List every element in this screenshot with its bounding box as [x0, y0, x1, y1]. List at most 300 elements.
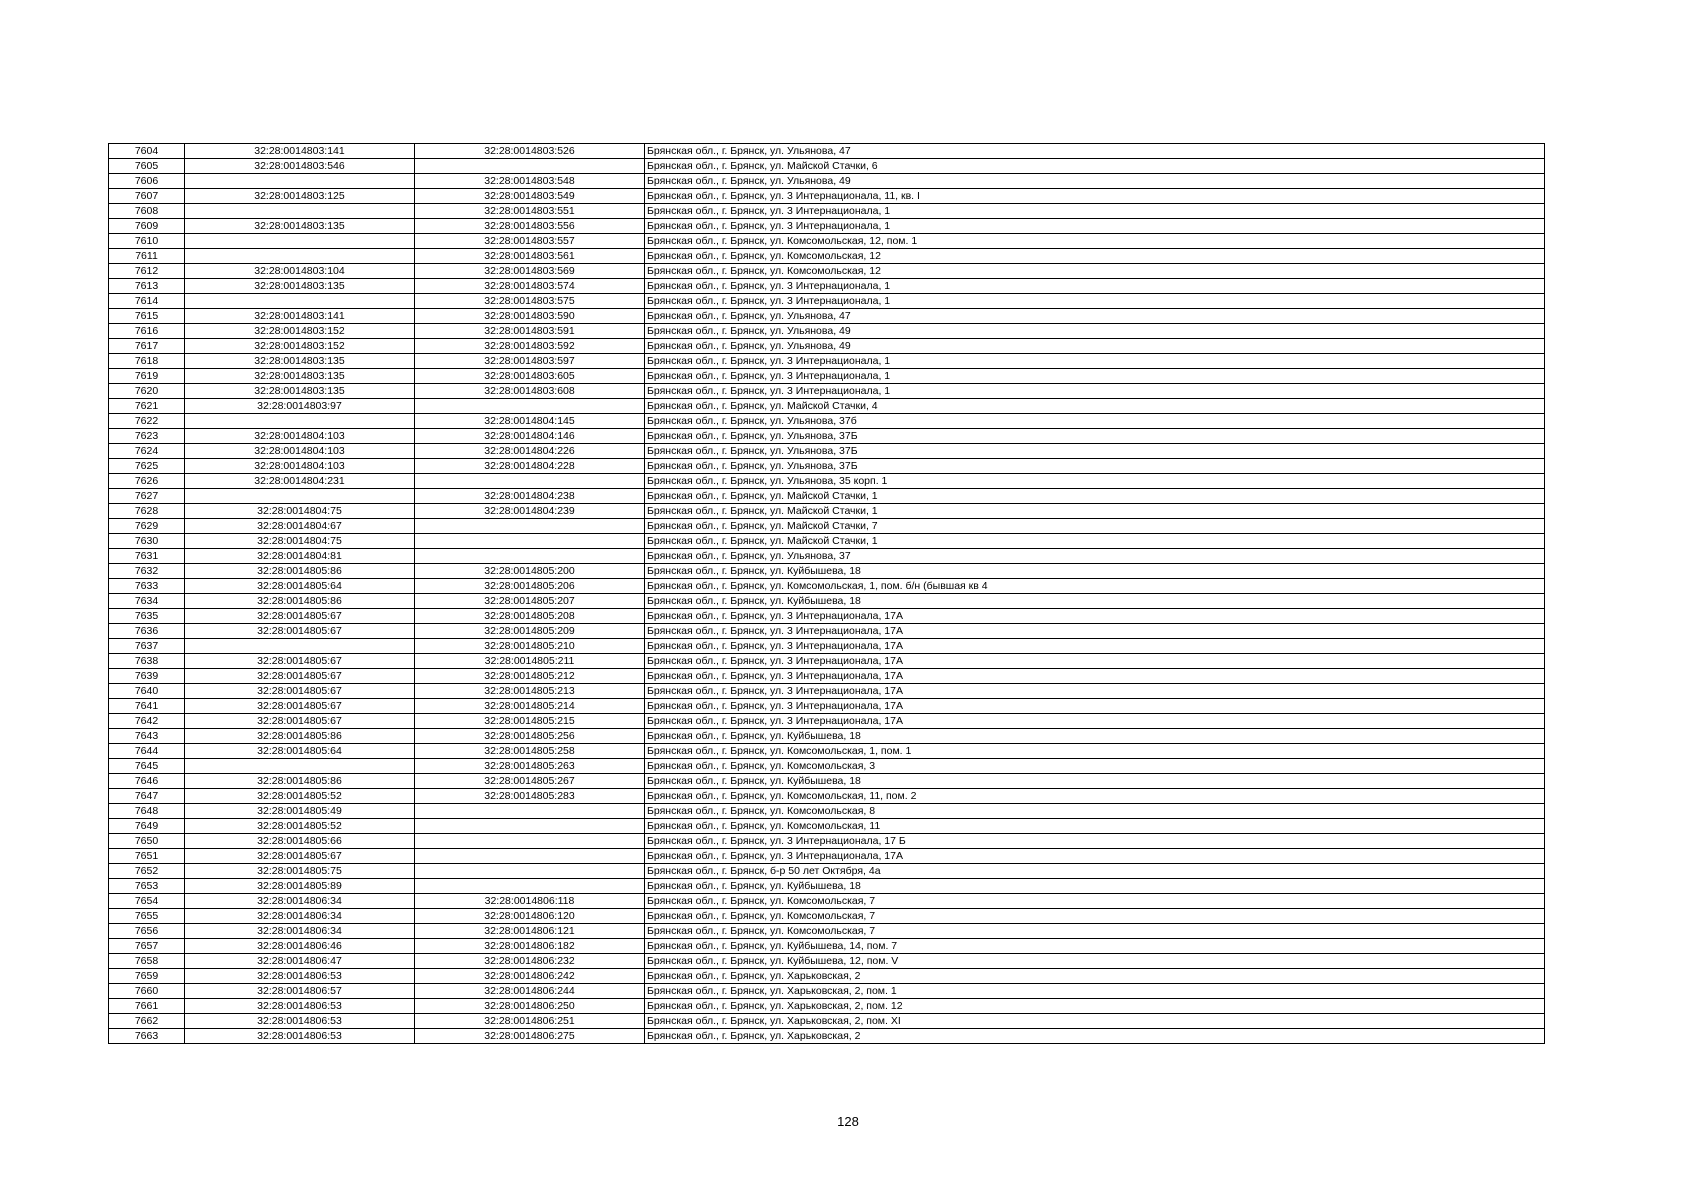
table-row: [109, 759, 1545, 774]
address-cell: Брянская обл., г. Брянск, ул. Комсомольская, 12: [645, 249, 1545, 264]
address-cell: Брянская обл., г. Брянск, ул. Комсомольская, 7: [645, 909, 1545, 924]
object-cadastral-number-cell: [415, 399, 645, 414]
cadastral-number-cell: 32:28:0014805:49: [185, 804, 415, 819]
row-number-cell: 7629: [109, 519, 185, 534]
row-number-cell: 7657: [109, 939, 185, 954]
table-row: [109, 339, 1545, 354]
cadastral-number-cell: 32:28:0014803:135: [185, 354, 415, 369]
address-cell: Брянская обл., г. Брянск, ул. Ульянова, 49: [645, 339, 1545, 354]
cadastral-number-cell: 32:28:0014803:152: [185, 324, 415, 339]
object-cadastral-number-cell: 32:28:0014805:215: [415, 714, 645, 729]
row-number-cell: 7642: [109, 714, 185, 729]
address-cell: Брянская обл., г. Брянск, ул. Куйбышева, 14, пом. 7: [645, 939, 1545, 954]
object-cadastral-number-cell: [415, 819, 645, 834]
cadastral-number-cell: 32:28:0014805:67: [185, 849, 415, 864]
cadastral-number-cell: 32:28:0014804:67: [185, 519, 415, 534]
cadastral-number-cell: 32:28:0014805:67: [185, 714, 415, 729]
object-cadastral-number-cell: 32:28:0014804:226: [415, 444, 645, 459]
table-row: [109, 294, 1545, 309]
row-number-cell: 7619: [109, 369, 185, 384]
table-row: [109, 834, 1545, 849]
cadastral-number-cell: 32:28:0014805:75: [185, 864, 415, 879]
object-cadastral-number-cell: 32:28:0014804:228: [415, 459, 645, 474]
object-cadastral-number-cell: 32:28:0014806:251: [415, 1014, 645, 1029]
cadastral-number-cell: 32:28:0014803:104: [185, 264, 415, 279]
cadastral-table: [108, 143, 1545, 1044]
row-number-cell: 7606: [109, 174, 185, 189]
cadastral-number-cell: 32:28:0014804:103: [185, 444, 415, 459]
cadastral-number-cell: [185, 204, 415, 219]
table-row: [109, 894, 1545, 909]
table-row: [109, 504, 1545, 519]
cadastral-number-cell: 32:28:0014806:53: [185, 1029, 415, 1044]
cadastral-number-cell: [185, 174, 415, 189]
object-cadastral-number-cell: 32:28:0014805:207: [415, 594, 645, 609]
address-cell: Брянская обл., г. Брянск, ул. Майской Стачки, 4: [645, 399, 1545, 414]
table-row: [109, 744, 1545, 759]
row-number-cell: 7611: [109, 249, 185, 264]
object-cadastral-number-cell: [415, 834, 645, 849]
row-number-cell: 7621: [109, 399, 185, 414]
address-cell: Брянская обл., г. Брянск, ул. Харьковская, 2: [645, 1029, 1545, 1044]
object-cadastral-number-cell: 32:28:0014803:569: [415, 264, 645, 279]
object-cadastral-number-cell: [415, 519, 645, 534]
object-cadastral-number-cell: 32:28:0014805:267: [415, 774, 645, 789]
cadastral-number-cell: 32:28:0014805:66: [185, 834, 415, 849]
cadastral-number-cell: 32:28:0014806:53: [185, 969, 415, 984]
row-number-cell: 7639: [109, 669, 185, 684]
row-number-cell: 7607: [109, 189, 185, 204]
address-cell: Брянская обл., г. Брянск, ул. Куйбышева, 18: [645, 879, 1545, 894]
table-row: [109, 444, 1545, 459]
cadastral-number-cell: 32:28:0014805:64: [185, 744, 415, 759]
row-number-cell: 7636: [109, 624, 185, 639]
cadastral-number-cell: 32:28:0014806:34: [185, 924, 415, 939]
address-cell: Брянская обл., г. Брянск, ул. Ульянова, 37Б: [645, 459, 1545, 474]
table-row: [109, 549, 1545, 564]
table-row: [109, 1014, 1545, 1029]
address-cell: Брянская обл., г. Брянск, ул. 3 Интернационала, 1: [645, 204, 1545, 219]
object-cadastral-number-cell: 32:28:0014803:557: [415, 234, 645, 249]
row-number-cell: 7627: [109, 489, 185, 504]
object-cadastral-number-cell: 32:28:0014805:211: [415, 654, 645, 669]
object-cadastral-number-cell: 32:28:0014805:214: [415, 699, 645, 714]
address-cell: Брянская обл., г. Брянск, ул. Ульянова, 37Б: [645, 444, 1545, 459]
row-number-cell: 7641: [109, 699, 185, 714]
row-number-cell: 7614: [109, 294, 185, 309]
table-row: [109, 969, 1545, 984]
cadastral-number-cell: 32:28:0014803:135: [185, 279, 415, 294]
cadastral-number-cell: 32:28:0014806:53: [185, 1014, 415, 1029]
cadastral-number-cell: 32:28:0014806:46: [185, 939, 415, 954]
table-row: [109, 714, 1545, 729]
cadastral-number-cell: [185, 294, 415, 309]
cadastral-number-cell: 32:28:0014803:135: [185, 219, 415, 234]
table-row: [109, 924, 1545, 939]
table-row: [109, 864, 1545, 879]
row-number-cell: 7612: [109, 264, 185, 279]
cadastral-number-cell: 32:28:0014804:81: [185, 549, 415, 564]
table-row: [109, 189, 1545, 204]
cadastral-number-cell: 32:28:0014804:103: [185, 459, 415, 474]
table-row: [109, 354, 1545, 369]
table-row: [109, 654, 1545, 669]
row-number-cell: 7615: [109, 309, 185, 324]
address-cell: Брянская обл., г. Брянск, ул. 3 Интернационала, 1: [645, 384, 1545, 399]
cadastral-number-cell: 32:28:0014803:141: [185, 144, 415, 159]
table-row: [109, 279, 1545, 294]
object-cadastral-number-cell: 32:28:0014804:145: [415, 414, 645, 429]
address-cell: Брянская обл., г. Брянск, ул. Ульянова, 49: [645, 324, 1545, 339]
table-row: [109, 174, 1545, 189]
cadastral-number-cell: 32:28:0014803:97: [185, 399, 415, 414]
table-row: [109, 249, 1545, 264]
cadastral-number-cell: 32:28:0014805:89: [185, 879, 415, 894]
object-cadastral-number-cell: 32:28:0014803:591: [415, 324, 645, 339]
cadastral-number-cell: 32:28:0014806:47: [185, 954, 415, 969]
row-number-cell: 7650: [109, 834, 185, 849]
table-row: [109, 324, 1545, 339]
address-cell: Брянская обл., г. Брянск, ул. 3 Интернационала, 17А: [645, 669, 1545, 684]
table-row: [109, 159, 1545, 174]
table-row: [109, 489, 1545, 504]
object-cadastral-number-cell: [415, 549, 645, 564]
table-body: [109, 144, 1545, 1044]
row-number-cell: 7652: [109, 864, 185, 879]
table-row: [109, 804, 1545, 819]
address-cell: Брянская обл., г. Брянск, ул. 3 Интернационала, 17А: [645, 684, 1545, 699]
row-number-cell: 7644: [109, 744, 185, 759]
row-number-cell: 7634: [109, 594, 185, 609]
address-cell: Брянская обл., г. Брянск, ул. 3 Интернационала, 1: [645, 279, 1545, 294]
row-number-cell: 7658: [109, 954, 185, 969]
cadastral-number-cell: 32:28:0014805:67: [185, 699, 415, 714]
object-cadastral-number-cell: 32:28:0014803:574: [415, 279, 645, 294]
address-cell: Брянская обл., г. Брянск, ул. Куйбышева, 18: [645, 594, 1545, 609]
address-cell: Брянская обл., г. Брянск, ул. Майской Стачки, 1: [645, 534, 1545, 549]
table-row: [109, 234, 1545, 249]
table-row: [109, 954, 1545, 969]
table-row: [109, 879, 1545, 894]
object-cadastral-number-cell: 32:28:0014803:608: [415, 384, 645, 399]
table-row: [109, 999, 1545, 1014]
address-cell: Брянская обл., г. Брянск, ул. 3 Интернационала, 17А: [645, 624, 1545, 639]
row-number-cell: 7661: [109, 999, 185, 1014]
object-cadastral-number-cell: 32:28:0014806:118: [415, 894, 645, 909]
address-cell: Брянская обл., г. Брянск, ул. Комсомольская, 12: [645, 264, 1545, 279]
address-cell: Брянская обл., г. Брянск, ул. Майской Стачки, 7: [645, 519, 1545, 534]
table-row: [109, 219, 1545, 234]
object-cadastral-number-cell: 32:28:0014805:210: [415, 639, 645, 654]
object-cadastral-number-cell: 32:28:0014806:121: [415, 924, 645, 939]
row-number-cell: 7645: [109, 759, 185, 774]
row-number-cell: 7647: [109, 789, 185, 804]
row-number-cell: 7624: [109, 444, 185, 459]
address-cell: Брянская обл., г. Брянск, ул. 3 Интернационала, 17А: [645, 714, 1545, 729]
table-row: [109, 609, 1545, 624]
cadastral-number-cell: 32:28:0014805:67: [185, 609, 415, 624]
row-number-cell: 7623: [109, 429, 185, 444]
cadastral-number-cell: 32:28:0014805:67: [185, 654, 415, 669]
cadastral-number-cell: 32:28:0014806:57: [185, 984, 415, 999]
row-number-cell: 7662: [109, 1014, 185, 1029]
cadastral-number-cell: 32:28:0014804:75: [185, 534, 415, 549]
row-number-cell: 7643: [109, 729, 185, 744]
table-row: [109, 399, 1545, 414]
address-cell: Брянская обл., г. Брянск, ул. Комсомольская, 7: [645, 894, 1545, 909]
table-row: [109, 384, 1545, 399]
address-cell: Брянская обл., г. Брянск, ул. 3 Интернационала, 17А: [645, 639, 1545, 654]
table-row: [109, 849, 1545, 864]
address-cell: Брянская обл., г. Брянск, ул. Ульянова, 47: [645, 144, 1545, 159]
address-cell: Брянская обл., г. Брянск, ул. Комсомольская, 7: [645, 924, 1545, 939]
object-cadastral-number-cell: 32:28:0014805:283: [415, 789, 645, 804]
object-cadastral-number-cell: 32:28:0014805:206: [415, 579, 645, 594]
cadastral-number-cell: 32:28:0014803:135: [185, 369, 415, 384]
object-cadastral-number-cell: 32:28:0014803:575: [415, 294, 645, 309]
row-number-cell: 7655: [109, 909, 185, 924]
table-row: [109, 939, 1545, 954]
cadastral-number-cell: 32:28:0014805:67: [185, 669, 415, 684]
address-cell: Брянская обл., г. Брянск, б-р 50 лет Октября, 4а: [645, 864, 1545, 879]
object-cadastral-number-cell: 32:28:0014805:212: [415, 669, 645, 684]
table-row: [109, 309, 1545, 324]
address-cell: Брянская обл., г. Брянск, ул. Ульянова, 49: [645, 174, 1545, 189]
table-row: [109, 774, 1545, 789]
object-cadastral-number-cell: 32:28:0014806:250: [415, 999, 645, 1014]
cadastral-number-cell: 32:28:0014804:75: [185, 504, 415, 519]
table-row: [109, 984, 1545, 999]
address-cell: Брянская обл., г. Брянск, ул. 3 Интернационала, 17А: [645, 849, 1545, 864]
cadastral-number-cell: 32:28:0014805:86: [185, 729, 415, 744]
row-number-cell: 7663: [109, 1029, 185, 1044]
address-cell: Брянская обл., г. Брянск, ул. 3 Интернационала, 17А: [645, 609, 1545, 624]
table-row: [109, 594, 1545, 609]
cadastral-number-cell: 32:28:0014806:34: [185, 909, 415, 924]
cadastral-number-cell: 32:28:0014803:125: [185, 189, 415, 204]
row-number-cell: 7632: [109, 564, 185, 579]
cadastral-number-cell: 32:28:0014803:546: [185, 159, 415, 174]
cadastral-number-cell: 32:28:0014805:52: [185, 789, 415, 804]
address-cell: Брянская обл., г. Брянск, ул. Комсомольская, 3: [645, 759, 1545, 774]
address-cell: Брянская обл., г. Брянск, ул. Майской Стачки, 6: [645, 159, 1545, 174]
address-cell: Брянская обл., г. Брянск, ул. Харьковская, 2, пом. 1: [645, 984, 1545, 999]
object-cadastral-number-cell: [415, 474, 645, 489]
cadastral-number-cell: 32:28:0014803:152: [185, 339, 415, 354]
cadastral-number-cell: 32:28:0014804:103: [185, 429, 415, 444]
cadastral-number-cell: [185, 639, 415, 654]
row-number-cell: 7640: [109, 684, 185, 699]
object-cadastral-number-cell: 32:28:0014805:208: [415, 609, 645, 624]
row-number-cell: 7648: [109, 804, 185, 819]
address-cell: Брянская обл., г. Брянск, ул. Харьковская, 2: [645, 969, 1545, 984]
row-number-cell: 7616: [109, 324, 185, 339]
row-number-cell: 7651: [109, 849, 185, 864]
object-cadastral-number-cell: 32:28:0014803:590: [415, 309, 645, 324]
object-cadastral-number-cell: 32:28:0014806:244: [415, 984, 645, 999]
cadastral-number-cell: 32:28:0014805:67: [185, 684, 415, 699]
cadastral-number-cell: 32:28:0014805:86: [185, 564, 415, 579]
table-row: [109, 264, 1545, 279]
row-number-cell: 7608: [109, 204, 185, 219]
table-row: [109, 369, 1545, 384]
page-number: 128: [837, 1114, 859, 1129]
object-cadastral-number-cell: [415, 879, 645, 894]
table-row: [109, 669, 1545, 684]
address-cell: Брянская обл., г. Брянск, ул. Харьковская, 2, пом. XI: [645, 1014, 1545, 1029]
address-cell: Брянская обл., г. Брянск, ул. 3 Интернационала, 1: [645, 294, 1545, 309]
table-row: [109, 474, 1545, 489]
address-cell: Брянская обл., г. Брянск, ул. Ульянова, 35 корп. 1: [645, 474, 1545, 489]
row-number-cell: 7604: [109, 144, 185, 159]
row-number-cell: 7653: [109, 879, 185, 894]
table-row: [109, 144, 1545, 159]
row-number-cell: 7622: [109, 414, 185, 429]
row-number-cell: 7633: [109, 579, 185, 594]
cadastral-number-cell: 32:28:0014805:52: [185, 819, 415, 834]
address-cell: Брянская обл., г. Брянск, ул. Комсомольская, 11: [645, 819, 1545, 834]
object-cadastral-number-cell: 32:28:0014803:548: [415, 174, 645, 189]
table-row: [109, 909, 1545, 924]
row-number-cell: 7649: [109, 819, 185, 834]
row-number-cell: 7656: [109, 924, 185, 939]
address-cell: Брянская обл., г. Брянск, ул. Ульянова, 37б: [645, 414, 1545, 429]
cadastral-number-cell: 32:28:0014805:86: [185, 774, 415, 789]
object-cadastral-number-cell: 32:28:0014804:238: [415, 489, 645, 504]
table-row: [109, 729, 1545, 744]
table-row: [109, 789, 1545, 804]
address-cell: Брянская обл., г. Брянск, ул. 3 Интернационала, 1: [645, 354, 1545, 369]
object-cadastral-number-cell: 32:28:0014804:239: [415, 504, 645, 519]
cadastral-number-cell: [185, 489, 415, 504]
cadastral-number-cell: 32:28:0014803:135: [185, 384, 415, 399]
row-number-cell: 7625: [109, 459, 185, 474]
object-cadastral-number-cell: 32:28:0014803:561: [415, 249, 645, 264]
object-cadastral-number-cell: [415, 804, 645, 819]
table-row: [109, 624, 1545, 639]
cadastral-number-cell: 32:28:0014805:67: [185, 624, 415, 639]
table-row: [109, 684, 1545, 699]
row-number-cell: 7638: [109, 654, 185, 669]
table-row: [109, 204, 1545, 219]
address-cell: Брянская обл., г. Брянск, ул. Ульянова, 37: [645, 549, 1545, 564]
table-row: [109, 564, 1545, 579]
address-cell: Брянская обл., г. Брянск, ул. 3 Интернационала, 17А: [645, 654, 1545, 669]
cadastral-number-cell: 32:28:0014805:64: [185, 579, 415, 594]
cadastral-number-cell: [185, 249, 415, 264]
object-cadastral-number-cell: 32:28:0014806:232: [415, 954, 645, 969]
object-cadastral-number-cell: 32:28:0014803:605: [415, 369, 645, 384]
table-row: [109, 699, 1545, 714]
row-number-cell: 7646: [109, 774, 185, 789]
object-cadastral-number-cell: 32:28:0014803:526: [415, 144, 645, 159]
table-row: [109, 639, 1545, 654]
address-cell: Брянская обл., г. Брянск, ул. Куйбышева, 12, пом. V: [645, 954, 1545, 969]
address-cell: Брянская обл., г. Брянск, ул. 3 Интернационала, 17А: [645, 699, 1545, 714]
address-cell: Брянская обл., г. Брянск, ул. Комсомольская, 1, пом. 1: [645, 744, 1545, 759]
cadastral-number-cell: [185, 234, 415, 249]
object-cadastral-number-cell: 32:28:0014806:182: [415, 939, 645, 954]
address-cell: Брянская обл., г. Брянск, ул. Комсомольская, 11, пом. 2: [645, 789, 1545, 804]
object-cadastral-number-cell: 32:28:0014805:213: [415, 684, 645, 699]
row-number-cell: 7637: [109, 639, 185, 654]
object-cadastral-number-cell: 32:28:0014803:592: [415, 339, 645, 354]
table-row: [109, 819, 1545, 834]
object-cadastral-number-cell: 32:28:0014803:597: [415, 354, 645, 369]
object-cadastral-number-cell: [415, 849, 645, 864]
row-number-cell: 7630: [109, 534, 185, 549]
object-cadastral-number-cell: 32:28:0014806:242: [415, 969, 645, 984]
address-cell: Брянская обл., г. Брянск, ул. Куйбышева, 18: [645, 564, 1545, 579]
address-cell: Брянская обл., г. Брянск, ул. Ульянова, 47: [645, 309, 1545, 324]
object-cadastral-number-cell: 32:28:0014805:258: [415, 744, 645, 759]
address-cell: Брянская обл., г. Брянск, ул. 3 Интернационала, 17 Б: [645, 834, 1545, 849]
row-number-cell: 7605: [109, 159, 185, 174]
address-cell: Брянская обл., г. Брянск, ул. Комсомольская, 12, пом. 1: [645, 234, 1545, 249]
object-cadastral-number-cell: 32:28:0014805:263: [415, 759, 645, 774]
row-number-cell: 7626: [109, 474, 185, 489]
row-number-cell: 7618: [109, 354, 185, 369]
row-number-cell: 7610: [109, 234, 185, 249]
object-cadastral-number-cell: 32:28:0014804:146: [415, 429, 645, 444]
object-cadastral-number-cell: 32:28:0014805:209: [415, 624, 645, 639]
table-row: [109, 414, 1545, 429]
table-row: [109, 459, 1545, 474]
row-number-cell: 7631: [109, 549, 185, 564]
address-cell: Брянская обл., г. Брянск, ул. Куйбышева, 18: [645, 774, 1545, 789]
cadastral-number-cell: 32:28:0014806:53: [185, 999, 415, 1014]
row-number-cell: 7617: [109, 339, 185, 354]
address-cell: Брянская обл., г. Брянск, ул. Харьковская, 2, пом. 12: [645, 999, 1545, 1014]
object-cadastral-number-cell: 32:28:0014803:556: [415, 219, 645, 234]
address-cell: Брянская обл., г. Брянск, ул. Комсомольская, 8: [645, 804, 1545, 819]
object-cadastral-number-cell: 32:28:0014806:120: [415, 909, 645, 924]
object-cadastral-number-cell: 32:28:0014805:256: [415, 729, 645, 744]
row-number-cell: 7659: [109, 969, 185, 984]
table-row: [109, 534, 1545, 549]
address-cell: Брянская обл., г. Брянск, ул. Майской Стачки, 1: [645, 504, 1545, 519]
table-row: [109, 519, 1545, 534]
table-row: [109, 429, 1545, 444]
table-row: [109, 579, 1545, 594]
address-cell: Брянская обл., г. Брянск, ул. Комсомольская, 1, пом. б/н (бывшая кв 4: [645, 579, 1545, 594]
cadastral-number-cell: 32:28:0014805:86: [185, 594, 415, 609]
row-number-cell: 7620: [109, 384, 185, 399]
cadastral-number-cell: [185, 414, 415, 429]
address-cell: Брянская обл., г. Брянск, ул. 3 Интернационала, 1: [645, 369, 1545, 384]
object-cadastral-number-cell: 32:28:0014803:551: [415, 204, 645, 219]
cadastral-number-cell: 32:28:0014803:141: [185, 309, 415, 324]
table-row: [109, 1029, 1545, 1044]
address-cell: Брянская обл., г. Брянск, ул. Ульянова, 37Б: [645, 429, 1545, 444]
address-cell: Брянская обл., г. Брянск, ул. Куйбышева, 18: [645, 729, 1545, 744]
row-number-cell: 7660: [109, 984, 185, 999]
object-cadastral-number-cell: 32:28:0014803:549: [415, 189, 645, 204]
cadastral-number-cell: 32:28:0014804:231: [185, 474, 415, 489]
address-cell: Брянская обл., г. Брянск, ул. Майской Стачки, 1: [645, 489, 1545, 504]
row-number-cell: 7628: [109, 504, 185, 519]
cadastral-number-cell: 32:28:0014806:34: [185, 894, 415, 909]
object-cadastral-number-cell: [415, 534, 645, 549]
row-number-cell: 7613: [109, 279, 185, 294]
object-cadastral-number-cell: 32:28:0014806:275: [415, 1029, 645, 1044]
address-cell: Брянская обл., г. Брянск, ул. 3 Интернационала, 1: [645, 219, 1545, 234]
object-cadastral-number-cell: [415, 864, 645, 879]
object-cadastral-number-cell: 32:28:0014805:200: [415, 564, 645, 579]
row-number-cell: 7635: [109, 609, 185, 624]
address-cell: Брянская обл., г. Брянск, ул. 3 Интернационала, 11, кв. I: [645, 189, 1545, 204]
row-number-cell: 7609: [109, 219, 185, 234]
